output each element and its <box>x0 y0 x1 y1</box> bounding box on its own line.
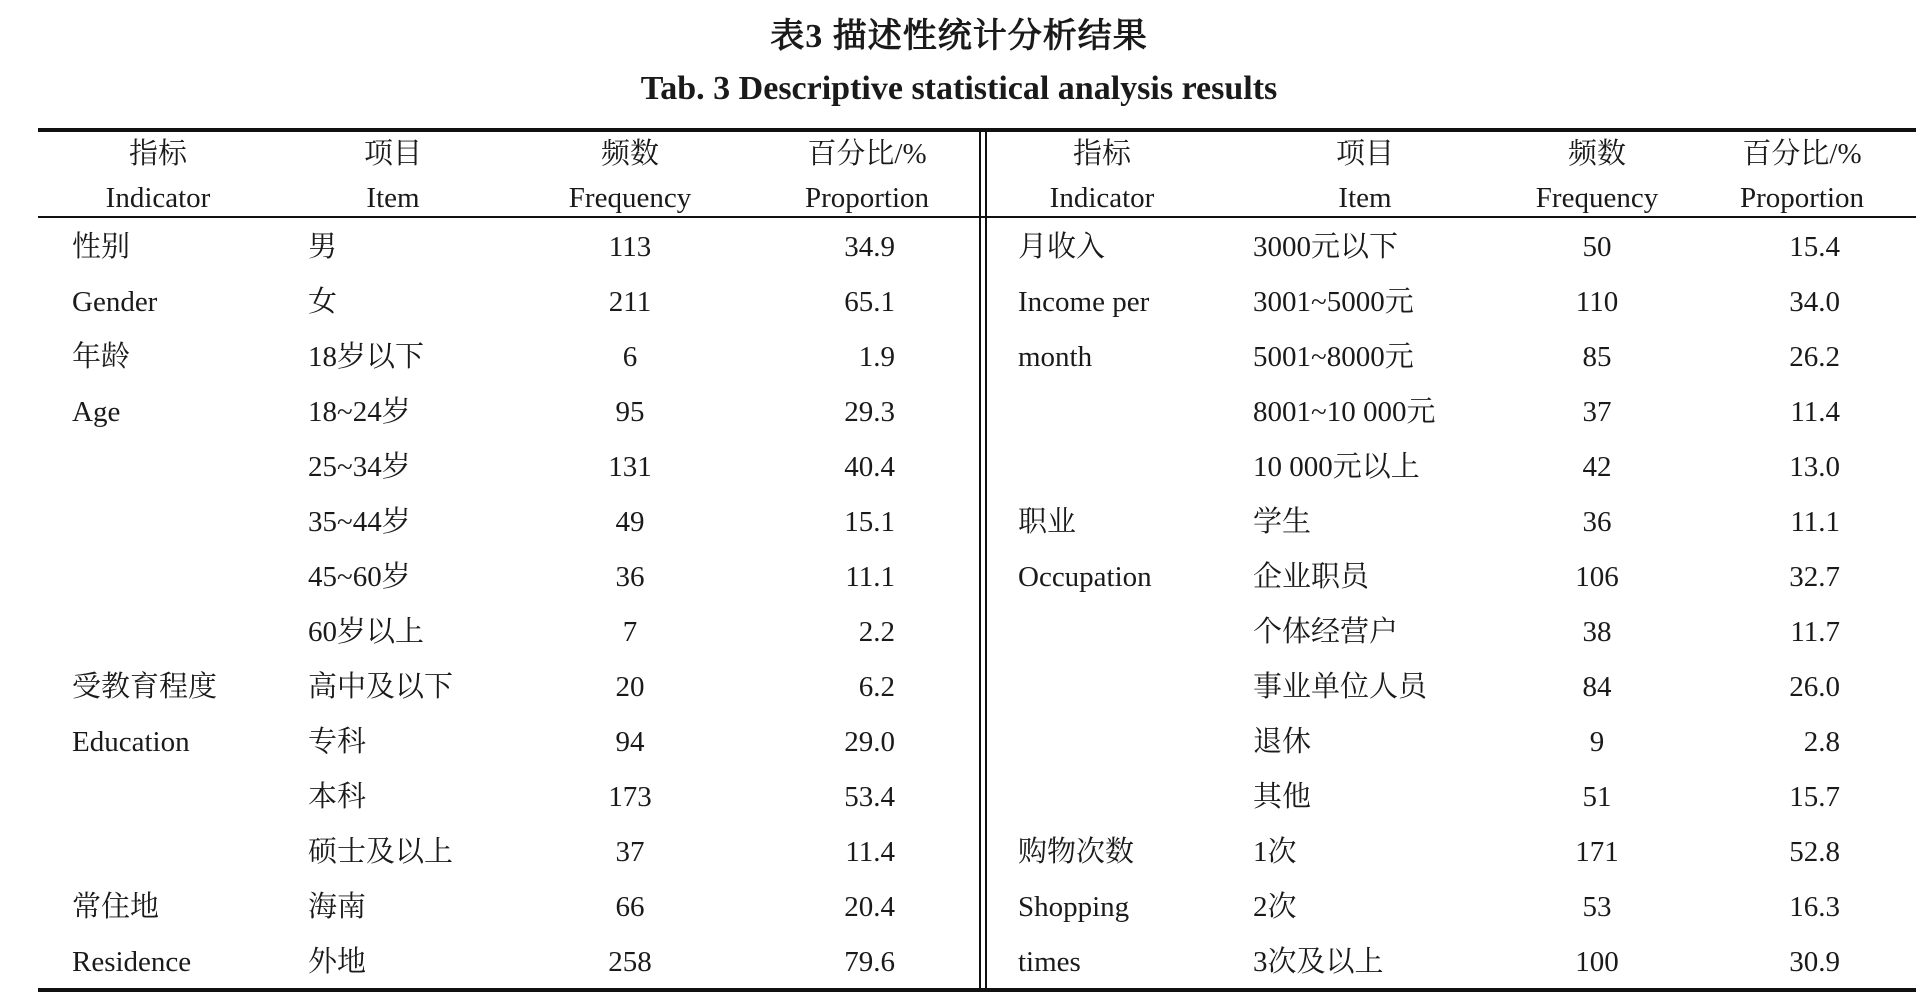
cell-proportion: 16.3 <box>1789 891 1840 923</box>
cell-item: 外地 <box>308 946 367 978</box>
cell-item: 60岁以上 <box>308 616 425 648</box>
cell-indicator: Residence <box>72 946 192 978</box>
header-frequency-en: Frequency <box>1535 182 1659 214</box>
cell-indicator: Occupation <box>1018 561 1152 593</box>
header-indicator-right <box>1002 132 1202 220</box>
cell-frequency: 6 <box>622 341 638 373</box>
cell-proportion: 79.6 <box>844 946 895 978</box>
cell-frequency: 94 <box>615 726 645 758</box>
cell-item: 3次及以上 <box>1253 946 1384 978</box>
header-proportion-cn: 百分比/% <box>807 138 927 170</box>
cell-frequency: 84 <box>1582 671 1612 703</box>
cell-item: 退休 <box>1253 726 1312 758</box>
cell-proportion: 2.8 <box>1803 726 1840 758</box>
cell-indicator: 职业 <box>1018 506 1077 538</box>
cell-proportion: 6.2 <box>858 671 895 703</box>
cell-item: 专科 <box>308 726 367 758</box>
cell-item: 企业职员 <box>1253 561 1370 593</box>
cell-indicator: 常住地 <box>72 891 160 923</box>
cell-proportion: 15.7 <box>1789 781 1840 813</box>
cell-proportion: 20.4 <box>844 891 895 923</box>
cell-frequency: 36 <box>1582 506 1612 538</box>
cell-proportion: 30.9 <box>1789 946 1840 978</box>
cell-frequency: 53 <box>1582 891 1612 923</box>
cell-proportion: 11.1 <box>845 561 895 593</box>
cell-item: 45~60岁 <box>308 561 411 593</box>
cell-indicator: Shopping <box>1018 891 1130 923</box>
table-row <box>0 550 1918 605</box>
cell-proportion: 34.0 <box>1789 286 1840 318</box>
header-proportion-en: Proportion <box>1739 182 1865 214</box>
cell-frequency: 113 <box>608 231 652 263</box>
table-title-en: Tab. 3 Descriptive statistical analysis results <box>640 70 1278 107</box>
header-indicator-cn: 指标 <box>1072 138 1131 170</box>
cell-proportion: 1.9 <box>858 341 895 373</box>
cell-proportion: 11.4 <box>845 836 895 868</box>
cell-indicator: Age <box>72 396 121 428</box>
header-proportion-right <box>1702 132 1902 220</box>
cell-frequency: 49 <box>615 506 645 538</box>
cell-proportion: 34.9 <box>844 231 895 263</box>
cell-frequency: 9 <box>1589 726 1605 758</box>
cell-proportion: 15.1 <box>844 506 895 538</box>
table-row <box>0 660 1918 715</box>
header-frequency-en: Frequency <box>568 182 692 214</box>
cell-proportion: 53.4 <box>844 781 895 813</box>
cell-item: 高中及以下 <box>308 671 454 703</box>
cell-item: 其他 <box>1253 781 1312 813</box>
cell-frequency: 95 <box>615 396 645 428</box>
cell-item: 3001~5000元 <box>1253 286 1414 318</box>
header-indicator-en: Indicator <box>105 182 211 214</box>
header-item-en: Item <box>366 182 420 214</box>
cell-indicator: Income per <box>1018 286 1150 318</box>
cell-proportion: 26.2 <box>1789 341 1840 373</box>
cell-item: 18岁以下 <box>308 341 425 373</box>
cell-frequency: 66 <box>615 891 645 923</box>
header-frequency-cn: 频数 <box>1567 138 1626 170</box>
cell-indicator: 购物次数 <box>1018 836 1135 868</box>
cell-proportion: 11.1 <box>1790 506 1840 538</box>
cell-item: 3000元以下 <box>1253 231 1399 263</box>
cell-indicator: month <box>1018 341 1093 373</box>
header-proportion-left <box>767 132 967 220</box>
header-item-en: Item <box>1338 182 1392 214</box>
cell-item: 5001~8000元 <box>1253 341 1414 373</box>
table-row <box>0 935 1918 990</box>
cell-item: 2次 <box>1253 891 1297 923</box>
cell-proportion: 13.0 <box>1789 451 1840 483</box>
cell-frequency: 211 <box>608 286 652 318</box>
cell-frequency: 106 <box>1575 561 1619 593</box>
cell-indicator: times <box>1018 946 1081 978</box>
cell-frequency: 171 <box>1575 836 1619 868</box>
cell-item: 1次 <box>1253 836 1297 868</box>
table-row <box>0 880 1918 935</box>
table-row <box>0 495 1918 550</box>
header-item-cn: 项目 <box>363 138 422 170</box>
cell-frequency: 20 <box>615 671 645 703</box>
cell-proportion: 40.4 <box>844 451 895 483</box>
table-row <box>0 715 1918 770</box>
cell-item: 硕士及以上 <box>308 836 454 868</box>
table-row <box>0 440 1918 495</box>
header-indicator-cn: 指标 <box>128 138 187 170</box>
cell-item: 男 <box>308 231 338 263</box>
cell-proportion: 2.2 <box>858 616 895 648</box>
table-row <box>0 385 1918 440</box>
cell-frequency: 50 <box>1582 231 1612 263</box>
cell-proportion: 11.7 <box>1790 616 1840 648</box>
cell-proportion: 29.0 <box>844 726 895 758</box>
table-row <box>0 275 1918 330</box>
cell-frequency: 173 <box>608 781 652 813</box>
cell-item: 10 000元以上 <box>1253 451 1420 483</box>
cell-frequency: 110 <box>1575 286 1619 318</box>
cell-frequency: 131 <box>608 451 652 483</box>
cell-item: 25~34岁 <box>308 451 411 483</box>
cell-item: 18~24岁 <box>308 396 411 428</box>
cell-indicator: 年龄 <box>72 341 131 373</box>
header-frequency-cn: 频数 <box>600 138 659 170</box>
cell-indicator: Education <box>72 726 190 758</box>
cell-proportion: 29.3 <box>844 396 895 428</box>
table-title-cn: 表3 描述性统计分析结果 <box>770 18 1148 55</box>
header-frequency-right <box>1497 132 1697 220</box>
cell-indicator: Gender <box>72 286 158 318</box>
header-proportion-en: Proportion <box>804 182 930 214</box>
cell-indicator: 受教育程度 <box>72 671 218 703</box>
header-indicator-en: Indicator <box>1049 182 1155 214</box>
table-row <box>0 825 1918 880</box>
cell-frequency: 85 <box>1582 341 1612 373</box>
cell-frequency: 7 <box>622 616 638 648</box>
cell-frequency: 258 <box>608 946 652 978</box>
cell-proportion: 32.7 <box>1789 561 1840 593</box>
cell-item: 8001~10 000元 <box>1253 396 1436 428</box>
cell-proportion: 15.4 <box>1789 231 1840 263</box>
table-row <box>0 220 1918 275</box>
cell-frequency: 42 <box>1582 451 1612 483</box>
cell-frequency: 37 <box>615 836 645 868</box>
header-indicator-left <box>58 132 258 220</box>
cell-item: 35~44岁 <box>308 506 411 538</box>
table-row <box>0 770 1918 825</box>
cell-frequency: 100 <box>1575 946 1619 978</box>
cell-frequency: 36 <box>615 561 645 593</box>
header-proportion-cn: 百分比/% <box>1742 138 1862 170</box>
cell-proportion: 11.4 <box>1790 396 1840 428</box>
cell-indicator: 月收入 <box>1018 231 1106 263</box>
header-item-right <box>1265 132 1465 220</box>
header-item-cn: 项目 <box>1335 138 1394 170</box>
cell-proportion: 65.1 <box>844 286 895 318</box>
cell-item: 女 <box>308 286 338 318</box>
cell-item: 海南 <box>308 891 367 923</box>
cell-proportion: 26.0 <box>1789 671 1840 703</box>
cell-item: 事业单位人员 <box>1253 671 1428 703</box>
cell-item: 个体经营户 <box>1253 616 1399 648</box>
cell-item: 本科 <box>308 781 367 813</box>
table-row <box>0 605 1918 660</box>
cell-frequency: 38 <box>1582 616 1612 648</box>
header-item-left <box>293 132 493 220</box>
header-frequency-left <box>530 132 730 220</box>
table-row <box>0 330 1918 385</box>
cell-frequency: 37 <box>1582 396 1612 428</box>
cell-proportion: 52.8 <box>1789 836 1840 868</box>
cell-indicator: 性别 <box>72 231 131 263</box>
cell-frequency: 51 <box>1582 781 1612 813</box>
cell-item: 学生 <box>1253 506 1312 538</box>
